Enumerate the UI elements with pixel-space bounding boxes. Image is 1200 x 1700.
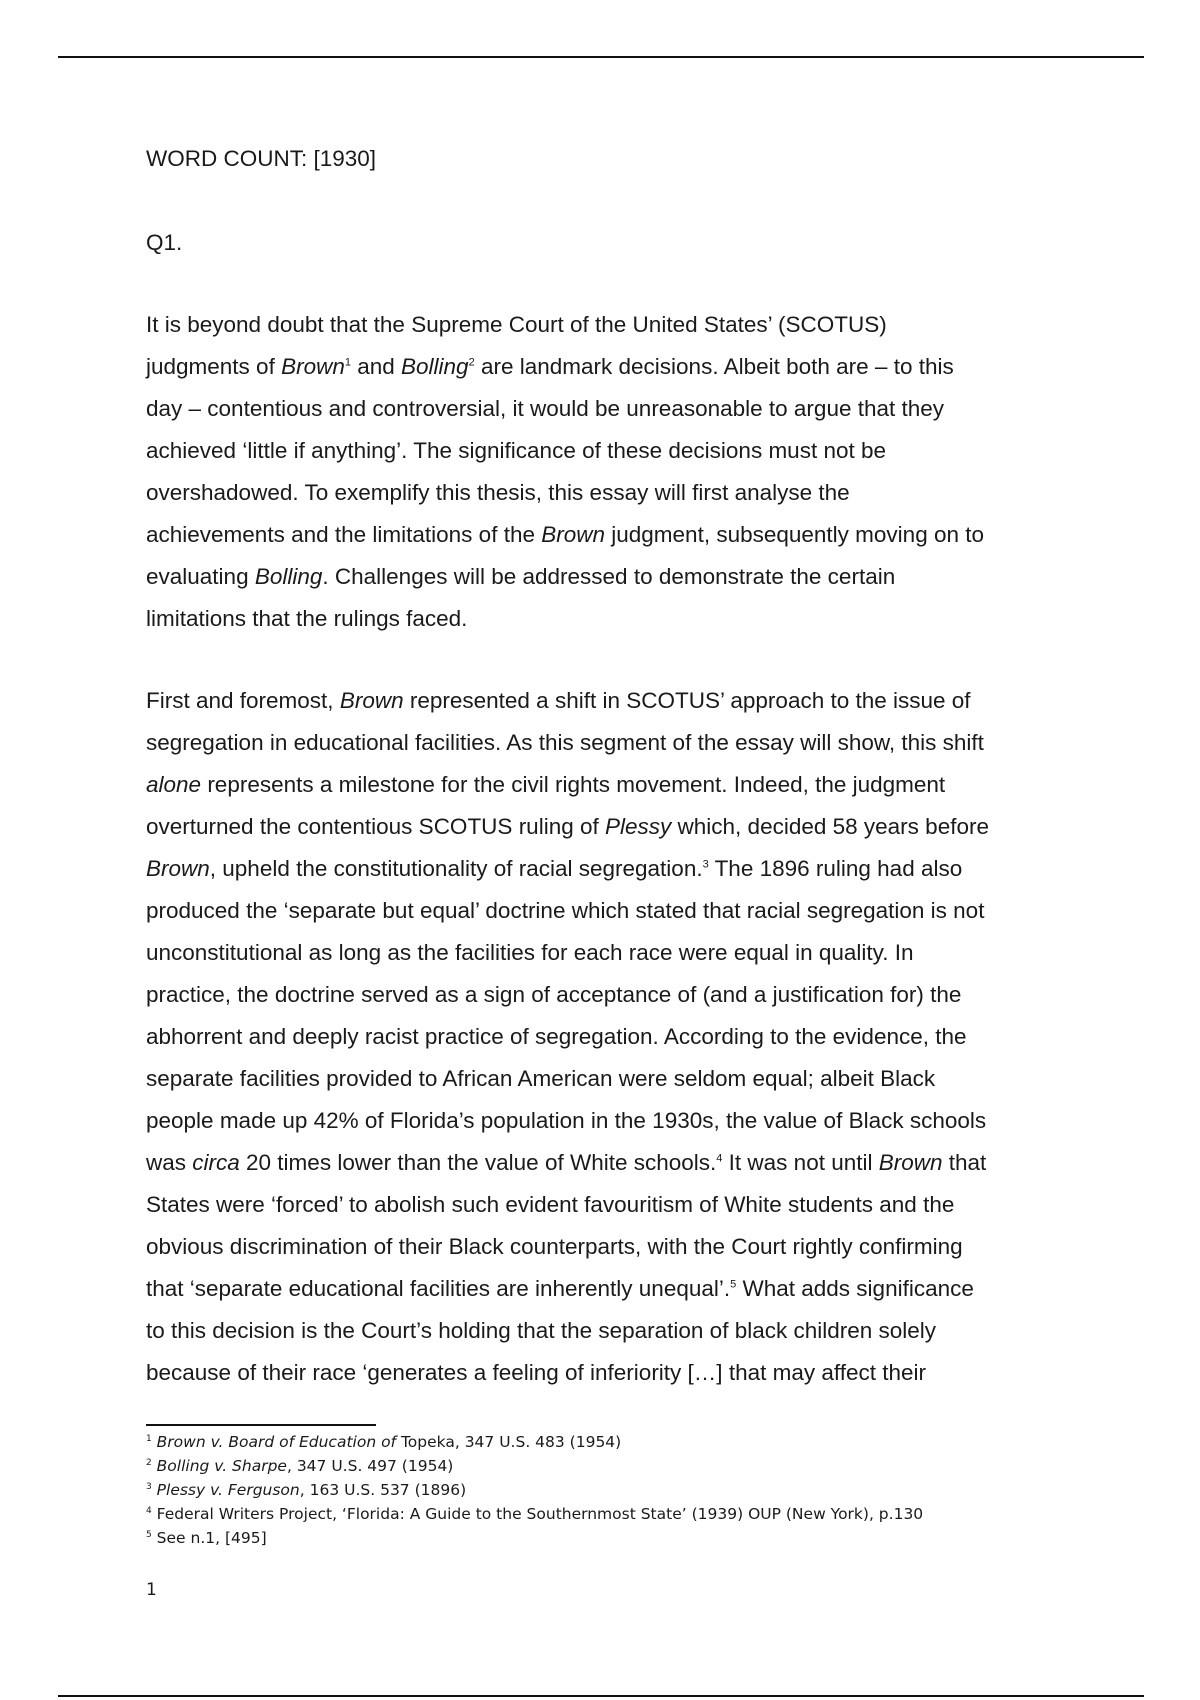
case-name: Brown <box>339 688 404 713</box>
bottom-rule <box>58 1695 1144 1697</box>
emphasis: alone <box>146 772 202 797</box>
footnote: $^5$ See n.1, [495] <box>146 1529 267 1547</box>
footnote-ref: 1 <box>344 356 351 369</box>
case-name: Brown <box>281 354 345 379</box>
case-name: Brown <box>146 856 210 881</box>
text-line: that ‘separate educational facilities are inherently unequal’.$^5$ What adds significance <box>146 1276 974 1301</box>
text-line: alone represents a milestone for the civil rights movement. Indeed, the judgment <box>146 772 946 797</box>
footnote-separator <box>146 1424 376 1426</box>
text-line: judgments of Brown$^1$ and Bolling$^2$ are landmark decisions. Albeit both are – to this <box>146 354 954 379</box>
text-line: segregation in educational facilities. As this segment of the essay will show, this shift <box>146 730 984 755</box>
page-number: 1 <box>146 1580 157 1600</box>
emphasis: circa <box>192 1150 240 1175</box>
paragraph-brown <box>146 680 1076 1394</box>
paragraph-intro <box>146 304 1076 640</box>
text-line: limitations that the rulings faced. <box>146 606 468 631</box>
text-line: overturned the contentious SCOTUS ruling of Plessy which, decided 58 years before <box>146 814 989 839</box>
top-rule <box>58 56 1144 58</box>
footnote: $^3$ Plessy v. Ferguson, 163 U.S. 537 (1896) <box>146 1481 467 1499</box>
text-line: produced the ‘separate but equal’ doctrine which stated that racial segregation is not <box>146 898 985 923</box>
text-line: overshadowed. To exemplify this thesis, this essay will first analyse the <box>146 480 850 505</box>
text-line: achieved ‘little if anything’. The significance of these decisions must not be <box>146 438 887 463</box>
text-line: to this decision is the Court’s holding that the separation of black children solely <box>146 1318 937 1343</box>
footnotes <box>146 1430 1146 1550</box>
case-name: Bolling <box>401 354 469 379</box>
text-line: obvious discrimination of their Black counterparts, with the Court rightly confirming <box>146 1234 963 1259</box>
case-name: Plessy <box>605 814 672 839</box>
text-line: unconstitutional as long as the facilities for each race were equal in quality. In <box>146 940 914 965</box>
text-line: because of their race ‘generates a feeling of inferiority […] that may affect their <box>146 1360 926 1385</box>
footnote-ref: 5 <box>730 1278 737 1291</box>
text-line: evaluating Bolling. Challenges will be addressed to demonstrate the certain <box>146 564 896 589</box>
word-count: WORD COUNT: [1930] <box>146 146 377 171</box>
text-line: achievements and the limitations of the Brown judgment, subsequently moving on to <box>146 522 984 547</box>
text-line: It is beyond doubt that the Supreme Court of the United States’ (SCOTUS) <box>146 312 887 337</box>
footnote-ref: 2 <box>468 356 475 369</box>
footnote: $^1$ Brown v. Board of Education of Topeka, 347 U.S. 483 (1954) <box>146 1433 622 1451</box>
text-line: day – contentious and controversial, it would be unreasonable to argue that they <box>146 396 945 421</box>
text-line: abhorrent and deeply racist practice of segregation. According to the evidence, the <box>146 1024 967 1049</box>
text-line: people made up 42% of Florida’s population in the 1930s, the value of Black schools <box>146 1108 987 1133</box>
text-line: States were ‘forced’ to abolish such evident favouritism of White students and the <box>146 1192 955 1217</box>
question-label: Q1. <box>146 230 183 255</box>
footnote-ref: 3 <box>702 858 709 871</box>
text-line: Brown, upheld the constitutionality of racial segregation.$^3$ The 1896 ruling had also <box>146 856 963 881</box>
text-line: First and foremost, Brown represented a shift in SCOTUS’ approach to the issue of <box>146 688 971 713</box>
text-line: was circa 20 times lower than the value of White schools.$^4$ It was not until Brown that <box>146 1150 987 1175</box>
text-line: practice, the doctrine served as a sign of acceptance of (and a justification for) the <box>146 982 962 1007</box>
case-name: Bolling <box>254 564 323 589</box>
case-name: Brown <box>878 1150 943 1175</box>
footnote: $^4$ Federal Writers Project, ‘Florida: A Guide to the Southernmost State’ (1939) OUP (New York), p.130 <box>146 1505 924 1523</box>
text-line: separate facilities provided to African American were seldom equal; albeit Black <box>146 1066 936 1091</box>
footnote: $^2$ Bolling v. Sharpe, 347 U.S. 497 (1954) <box>146 1457 454 1475</box>
case-name: Brown <box>541 522 606 547</box>
footnote-ref: 4 <box>716 1152 723 1165</box>
